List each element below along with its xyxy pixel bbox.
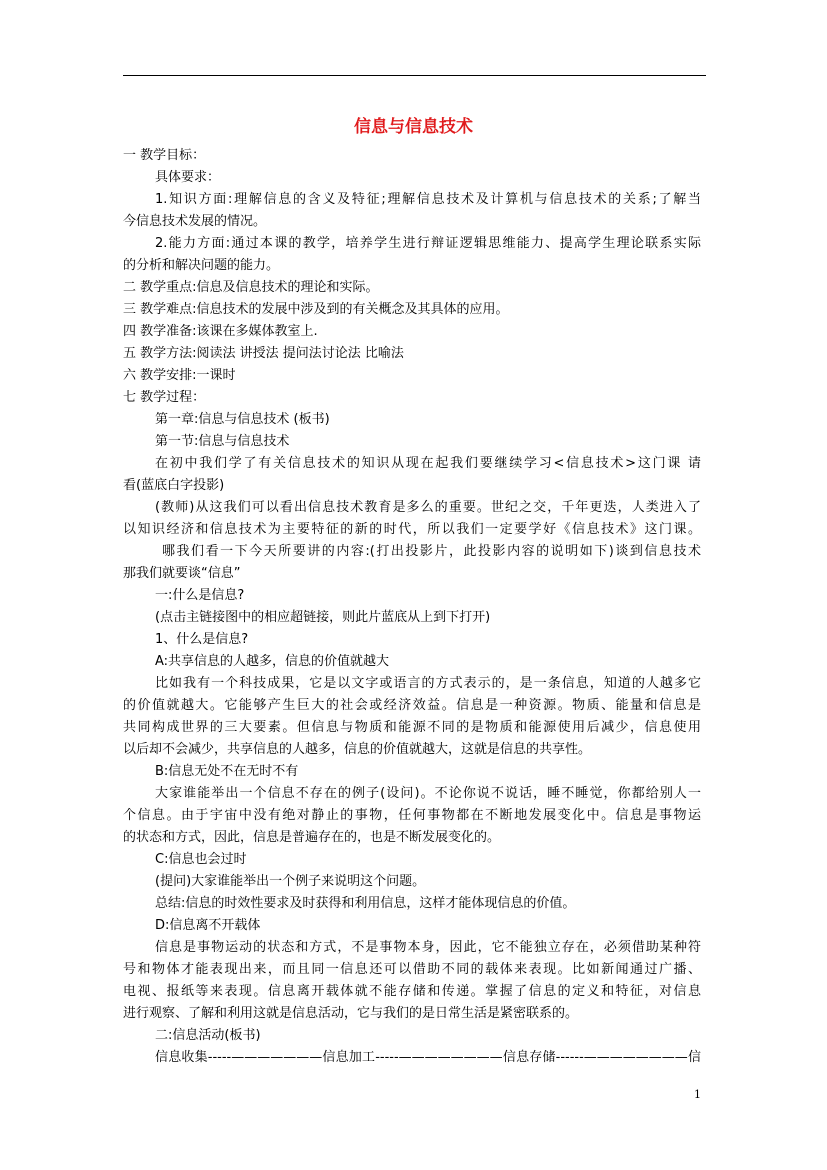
- text-line: 七 教学过程：: [123, 390, 206, 405]
- text-line: 信息收集-----———————信息加工-----————————信息存储------————————信: [155, 1050, 701, 1065]
- text-line: 今信息技术发展的情况。: [123, 214, 267, 229]
- text-line: A:共享信息的人越多，信息的价值就越大: [155, 654, 390, 669]
- page-number: 1: [694, 1088, 701, 1101]
- text-line: (提问)大家谁能举出一个例子来说明这个问题。: [155, 874, 426, 889]
- text-line: 第一章:信息与信息技术 (板书): [155, 412, 330, 427]
- text-line: 大家谁能举出一个信息不存在的例子(设问)。不论你说不说话，睡不睡觉，你都给别人一: [155, 786, 701, 801]
- text-line: C:信息也会过时: [155, 852, 247, 867]
- text-line: 一:什么是信息?: [155, 588, 245, 603]
- text-line: 共同构成世界的三大要素。但信息与物质和能源不同的是物质和能源使用后减少，信息使用: [123, 720, 701, 735]
- document-title: 信息与信息技术: [354, 117, 473, 137]
- text-line: 以知识经济和信息技术为主要特征的新的时代，所以我们一定要学好《信息技术》这门课。: [123, 522, 701, 537]
- text-line: 的价值就越大。它能够产生巨大的社会或经济效益。信息是一种资源。物质、能量和信息是: [123, 698, 701, 713]
- text-line: 总结:信息的时效性要求及时获得和利用信息，这样才能体现信息的价值。: [155, 896, 576, 911]
- text-line: (点击主链接图中的相应超链接，则此片蓝底从上到下打开): [155, 610, 491, 625]
- text-line: 2.能力方面:通过本课的教学，培养学生进行辩证逻辑思维能力、提高学生理论联系实际: [155, 236, 701, 251]
- text-line: 1、什么是信息?: [155, 632, 249, 647]
- text-line: 一 教学目标：: [123, 148, 206, 163]
- text-line: 个信息。由于宇宙中没有绝对静止的事物，任何事物都在不断地发展变化中。信息是事物运: [123, 808, 701, 823]
- text-line: 六 教学安排:一课时: [123, 368, 236, 383]
- text-line: 那我们就要谈“信息”: [123, 566, 241, 581]
- text-line: 电视、报纸等来表现。信息离开载体就不能存储和传递。掌握了信息的定义和特征，对信息: [123, 984, 701, 999]
- text-line: 信息是事物运动的状态和方式，不是事物本身，因此，它不能独立存在，必须借助某种符: [155, 940, 701, 955]
- text-line: 进行观察、了解和利用这就是信息活动，它与我们的是日常生活是紧密联系的。: [123, 1006, 579, 1021]
- text-line: 二 教学重点:信息及信息技术的理论和实际。: [123, 280, 379, 295]
- text-line: 号和物体才能表现出来，而且同一信息还可以借助不同的载体来表现。比如新闻通过广播、: [123, 962, 701, 977]
- text-line: 的分析和解决问题的能力。: [123, 258, 280, 273]
- text-line: 五 教学方法:阅读法 讲授法 提问法讨论法 比喻法: [123, 346, 404, 361]
- text-line: 二:信息活动(板书): [155, 1028, 261, 1043]
- text-line: 以后却不会减少，共享信息的人越多，信息的价值就越大，这就是信息的共享性。: [123, 742, 592, 757]
- text-line: D:信息离不开载体: [155, 918, 261, 933]
- text-line: 四 教学准备:该课在多媒体教室上.: [123, 324, 318, 339]
- text-line: 比如我有一个科技成果，它是以文字或语言的方式表示的，是一条信息，知道的人越多它: [155, 676, 701, 691]
- text-line: 具体要求：: [155, 170, 221, 185]
- header-rule: [123, 75, 706, 76]
- text-line: (教师)从这我们可以看出信息技术教育是多么的重要。世纪之交，千年更迭，人类进入了: [155, 500, 701, 515]
- text-line: 的状态和方式，因此，信息是普遍存在的，也是不断发展变化的。: [123, 830, 501, 845]
- text-line: 在初中我们学了有关信息技术的知识从现在起我们要继续学习<信息技术>这门课 请: [155, 456, 701, 471]
- text-line: B:信息无处不在无时不有: [155, 764, 299, 779]
- text-line: 第一节:信息与信息技术: [155, 434, 290, 449]
- text-line: 看(蓝底白字投影): [123, 478, 225, 493]
- text-line: 哪我们看一下今天所要讲的内容:(打出投影片，此投影内容的说明如下)谈到信息技术: [162, 544, 701, 559]
- text-line: 三 教学难点:信息技术的发展中涉及到的有关概念及其具体的应用。: [123, 302, 509, 317]
- text-line: 1.知识方面:理解信息的含义及特征;理解信息技术及计算机与信息技术的关系;了解当: [155, 192, 701, 207]
